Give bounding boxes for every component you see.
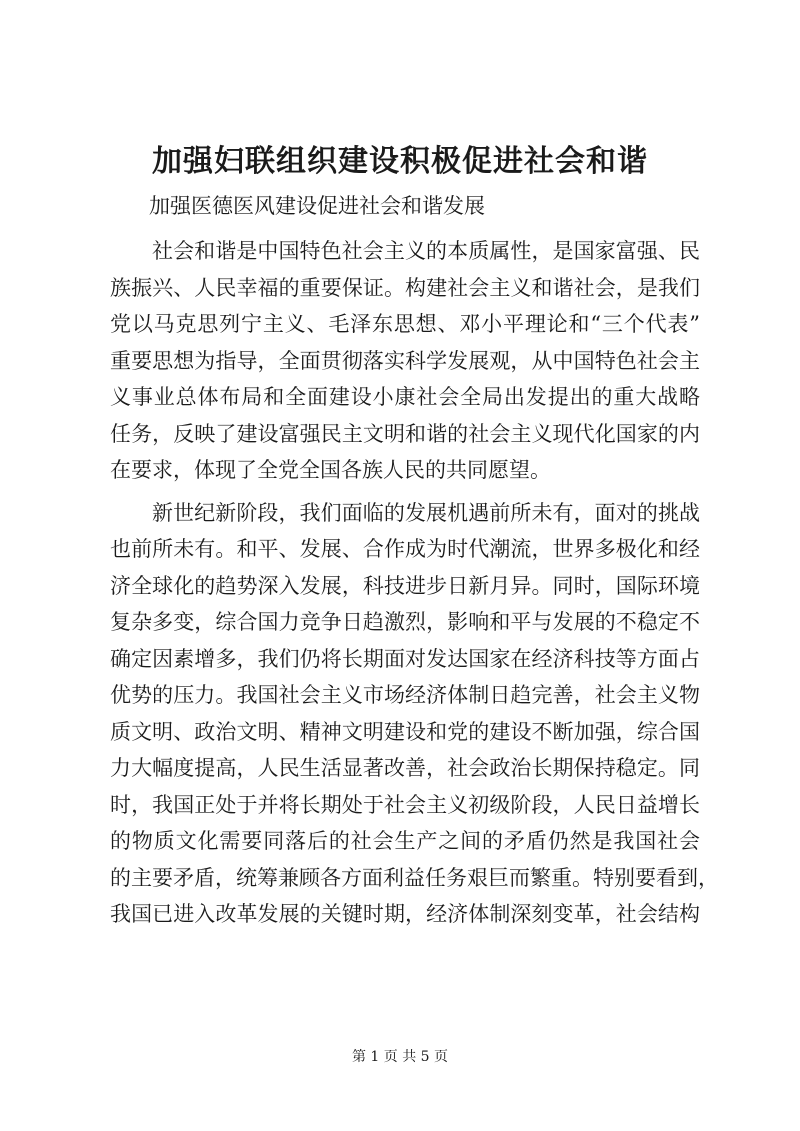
text-line: 优势的压力。我国社会主义市场经济体制日趋完善，社会主义物 <box>110 683 700 707</box>
paragraph <box>110 495 719 933</box>
text-line: 复杂多变，综合国力竞争日趋激烈，影响和平与发展的不稳定不 <box>110 610 700 634</box>
text-line: 在要求，体现了全党全国各族人民的共同愿望。 <box>110 458 551 482</box>
paragraph <box>110 233 700 489</box>
document-subtitle: 加强医德医风建设促进社会和谐发展 <box>149 194 485 218</box>
text-line: 我国已进入改革发展的关键时期，经济体制深刻变革，社会结构 <box>110 902 700 926</box>
text-line: 新世纪新阶段，我们面临的发展机遇前所未有，面对的挑战 <box>152 500 700 525</box>
document-title: 加强妇联组织建设积极促进社会和谐 <box>152 144 648 179</box>
text-line: 重要思想为指导，全面贯彻落实科学发展观，从中国特色社会主 <box>110 348 700 373</box>
text-line: 社会和谐是中国特色社会主义的本质属性，是国家富强、民 <box>152 239 700 263</box>
text-line: 任务，反映了建设富强民主文明和谐的社会主义现代化国家的内 <box>110 421 700 446</box>
text-line: 时，我国正处于并将长期处于社会主义初级阶段，人民日益增长 <box>110 792 700 817</box>
text-line: 的主要矛盾，统筹兼顾各方面利益任务艰巨而繁重。特别要看到， <box>110 865 719 890</box>
text-line: 的物质文化需要同落后的社会生产之间的矛盾仍然是我国社会 <box>110 829 700 853</box>
text-line: 也前所未有。和平、发展、合作成为时代潮流，世界多极化和经 <box>110 537 700 561</box>
text-line: 质文明、政治文明、精神文明建设和党的建设不断加强，综合国 <box>110 719 700 744</box>
page-number-footer: 第 1 页 共 5 页 <box>351 1049 449 1065</box>
text-line: 党以马克思列宁主义、毛泽东思想、邓小平理论和“三个代表” <box>110 312 700 336</box>
text-line: 济全球化的趋势深入发展，科技进步日新月异。同时，国际环境 <box>110 573 700 598</box>
text-line: 义事业总体布局和全面建设小康社会全局出发提出的重大战略 <box>110 385 700 409</box>
document-body <box>110 233 719 939</box>
text-line: 族振兴、人民幸福的重要保证。构建社会主义和谐社会，是我们 <box>110 275 700 300</box>
text-line: 力大幅度提高，人民生活显著改善，社会政治长期保持稳定。同 <box>110 756 700 780</box>
text-line: 确定因素增多，我们仍将长期面对发达国家在经济科技等方面占 <box>110 646 700 671</box>
